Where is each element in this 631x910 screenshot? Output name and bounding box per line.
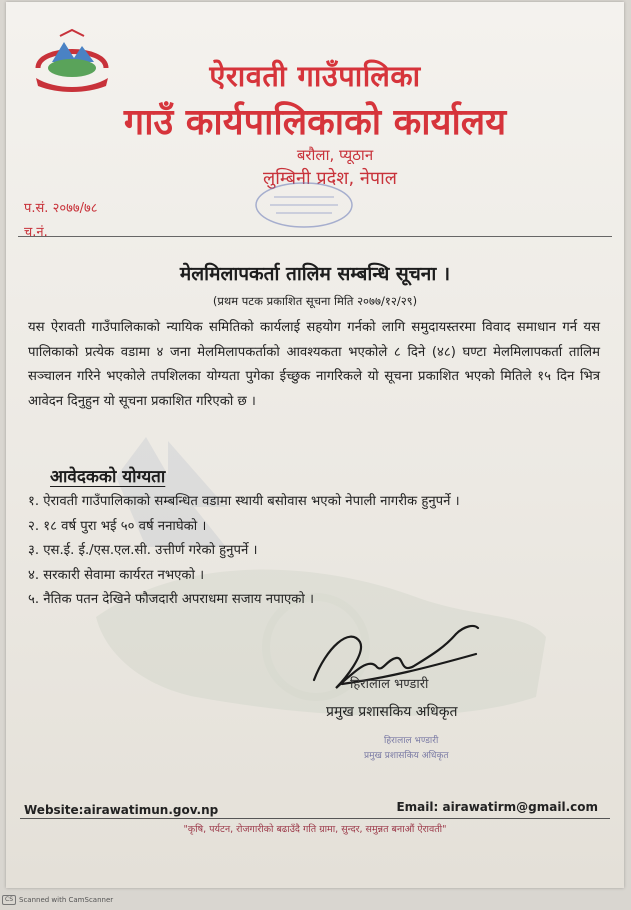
header-divider [18, 236, 612, 237]
list-item: ५. नैतिक पतन देखिने फौजदारी अपराधमा सजाय नपाएको । [28, 592, 315, 607]
signatory-name: हिरालाल भण्डारी [350, 677, 429, 692]
eligibility-heading: आवेदकको योग्यता [50, 467, 166, 487]
scanner-watermark [2, 895, 113, 905]
footer-slogan: "कृषि, पर्यटन, रोजगारीको बढाउँदै गति ग्रामा, सुन्दर, समुन्नत बनाऔं ऐरावती" [183, 824, 447, 835]
list-item: १. ऐरावती गाउँपालिकाको सम्बन्धित वडामा स्थायी बसोवास भएको नेपाली नागरीक हुनुपर्ने । [28, 494, 460, 509]
website-link[interactable]: Website:airawatimun.gov.np [24, 803, 219, 817]
list-item: २. १८ वर्ष पुरा भई ५० वर्ष ननाघेको । [28, 518, 207, 534]
signatory-title: प्रमुख प्रशासकिय अधिकृत [326, 704, 458, 720]
dispatch-number-ref: च.नं. [24, 225, 48, 240]
address-line-1: बरौला, प्यूठान [296, 146, 374, 164]
list-item: ४. सरकारी सेवामा कार्यरत नभएको । [28, 567, 205, 583]
fiscal-year-ref: प.सं. २०७७/७८ [24, 201, 98, 216]
camscanner-icon: CS [2, 895, 16, 905]
signatory-stamp-title: प्रमुख प्रशासकिय अधिकृत [364, 751, 449, 761]
office-stamp [252, 179, 356, 231]
scanner-label: Scanned with CamScanner [19, 896, 114, 904]
address-line-2: लुम्बिनी प्रदेश, नेपाल [263, 168, 397, 189]
signatory-stamp-name: हिरालाल भण्डारी [384, 736, 439, 746]
office-name: गाउँ कार्यपालिकाको कार्यालय [123, 102, 507, 143]
list-item: ३. एस.ई. ई./एस.एल.सी. उत्तीर्ण गरेको हुनुपर्ने । [28, 543, 258, 558]
footer-divider [20, 818, 610, 819]
notice-body: यस ऐरावती गाउँपालिकाको न्यायिक समितिको कार्यलाई सहयोग गर्नको लागि समुदायस्तरमा विवाद समाधान गर्न यस पालिकाको प्रत्येक वडामा ४ जना मेलमिलापकर्ताको आवश्यकता भएकोले ८ दिने (४८) घण्टा मेलमिलापकर्ता तालिम सञ्चालन गरिने भएकोले तपशिलका योग्यता पुगेका ईच्छुक नागरिकले यो सूचना प्रकाशित भएको मितिले १५ दिन भित्र आवेदन दिनुहुन यो सूचना प्रकाशित गरिएको छ । [28, 320, 600, 409]
notice-document [6, 2, 624, 888]
email-link[interactable]: Email: airawatirm@gmail.com [396, 800, 598, 814]
notice-title: मेलमिलापकर्ता तालिम सम्बन्धि सूचना । [179, 263, 451, 285]
municipality-name: ऐरावती गाउँपालिका [209, 59, 421, 93]
eligibility-list [28, 490, 618, 613]
publication-date: (प्रथम पटक प्रकाशित सूचना मिति २०७७/१२/२९) [212, 294, 418, 308]
